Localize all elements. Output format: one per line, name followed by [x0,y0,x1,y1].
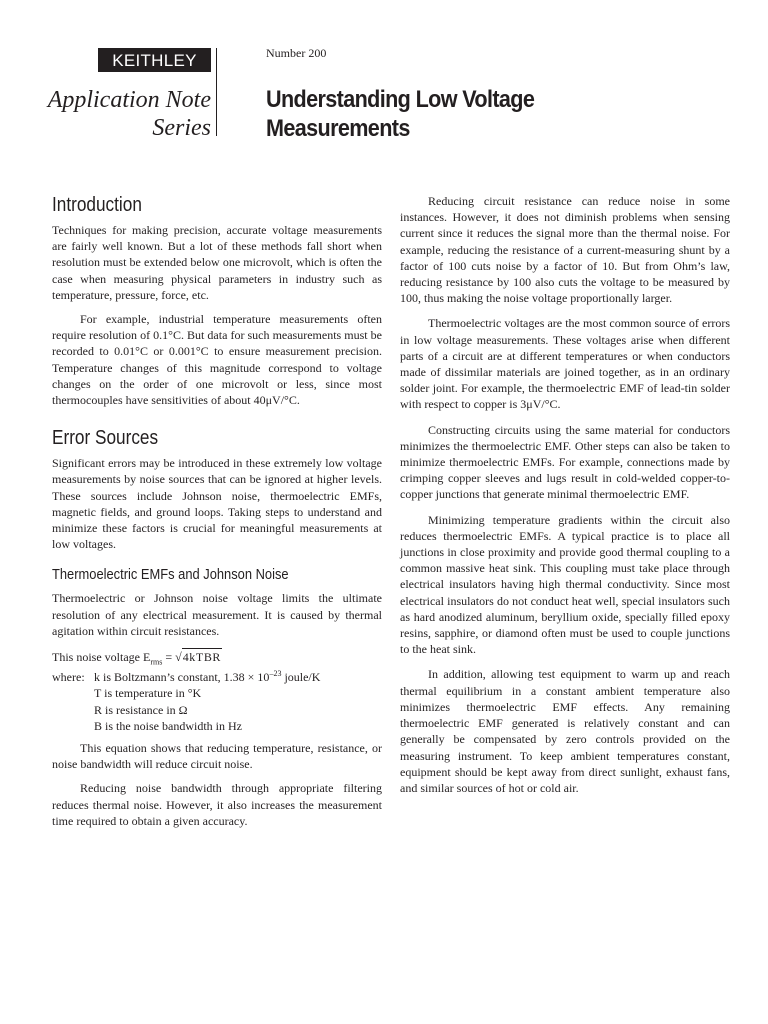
thermoelectric-paragraph: Thermoelectric voltages are the most common source of errors in low voltage measurements. These voltages arise when different parts of a circuit are at different temperatures or when conductors made of dissimilar materials are joined together, as in an ordinary solder joint. For example, the thermoelectric EMF of lead-tin solder with respect to copper is 3μV/°C. [400,316,730,412]
note-number: Number 200 [266,46,327,60]
johnson-noise-heading: Thermoelectric EMFs and Johnson Noise [52,566,289,584]
sqrt-symbol [175,648,222,665]
johnson-noise-paragraph: Thermoelectric or Johnson noise voltage limits the ultimate resolution of any electrical measurement. It is caused by thermal agitation within circuit resistances. [52,591,382,638]
series-label [40,86,211,142]
variable-definitions [52,669,382,734]
resistance-paragraph: Reducing circuit resistance can reduce noise in some instances. However, it does not diminish problems when sensing current since it reduces the signal more than the thermal noise. For example, reducing the resistance of a current-measuring shunt by a factor of 100 cuts noise by a factor of 10. But from Ohm’s law, reducing resistance by 100 also cuts the voltage to be measured by 100, thus making the noise voltage proportionally larger. [400,194,730,306]
series-line-2: Series [152,115,211,141]
right-column [400,193,730,796]
warmup-paragraph: In addition, allowing test equipment to warm up and reach thermal equilibrium in a constant ambient temperature also minimizes thermoelectric EMF effects. Any remaining thermoelectric EMF generated is relatively constant and can generally be compensated by zero controls provided on the measuring instrument. To keep ambient temperatures constant, equipment should be kept away from direct sunlight, exhaust fans, and similar sources of hot or cold air. [400,667,730,795]
intro-paragraph-1: Techniques for making precision, accurate voltage measurements are fairly well known. But a lot of these methods fall short when resolution must be extended below one microvolt, which is often the case when measuring physical parameters in industry such as temperature, pressure, force, etc. [52,223,382,302]
title-line-2: Measurements [266,115,410,142]
equation-equals: = [162,650,176,665]
equation-note-paragraph: This equation shows that reducing temperature, resistance, or noise bandwidth will reduce circuit noise. [52,741,382,772]
title-line-1: Understanding Low Voltage [266,86,535,113]
left-column [52,193,382,829]
def-k-text: k is Boltzmann’s constant, 1.38 × 10 [94,670,270,685]
introduction-heading: Introduction [52,194,142,216]
conductors-paragraph: Constructing circuits using the same material for conductors minimizes the thermoelectric EMF. Other steps can also be taken to minimize thermoelectric EMFs. For example, connections made by crimping copper sleeves and lugs result in cold-welded copper-to-copper junctions that generate minimal thermoelectric EMF. [400,422,730,502]
def-b: B is the noise bandwidth in Hz [94,718,242,733]
equation-prefix: This noise voltage E [52,650,151,665]
logo-text: KEITHLEY [112,50,197,70]
error-sources-heading: Error Sources [52,427,159,450]
keithley-logo [98,48,211,72]
gradients-paragraph: Minimizing temperature gradients within the circuit also reduces thermoelectric EMFs. A typical practice is to place all junctions in close proximity and provide good thermal coupling to a common massive heat sink. This coupling must take place through electrical insulators having high thermal conductivity. Since most electrical insulators do not conduct heat well, special insulators such as hard anodized aluminum, beryllium oxide, specially filled epoxy resins, sapphire, or diamond often must be used to couple junctions to the heat sink. [400,512,730,657]
sqrt-sign: √ [175,650,182,665]
noise-equation [52,648,382,665]
def-k-exponent: –23 [269,669,282,679]
bandwidth-paragraph: Reducing noise bandwidth through appropriate filtering reduces thermal noise. However, it also increases the measurement time required to obtain a given accuracy. [52,781,382,828]
sqrt-argument: 4kTBR [182,650,222,665]
intro-paragraph-2: For example, industrial temperature measurements often require resolution of 0.1°C. But data for such measurements must be recorded to 0.01°C or 0.001°C to ensure measurement precision. Temperature changes of this magnitude correspond to voltage changes on the order of one microvolt or less, since most thermocouples have sensitivities of about 40μV/°C. [52,312,382,408]
header-divider [216,48,217,136]
where-label: where: [52,670,85,685]
def-k [94,669,382,685]
page-title [266,85,534,143]
equation-subscript: rms [150,657,163,667]
def-k-unit: joule/K [281,670,321,685]
def-t: T is temperature in °K [94,686,202,701]
error-sources-paragraph: Significant errors may be introduced in these extremely low voltage measurements by noise sources that can be ignored at higher levels. These sources include Johnson noise, thermoelectric EMFs, magnetic fields, and ground loops. Taking steps to understand and minimize these factors is crucial for meaningful measurements at low voltages. [52,456,382,552]
series-line-1: Application Note [47,87,211,113]
def-r: R is resistance in Ω [94,702,188,717]
